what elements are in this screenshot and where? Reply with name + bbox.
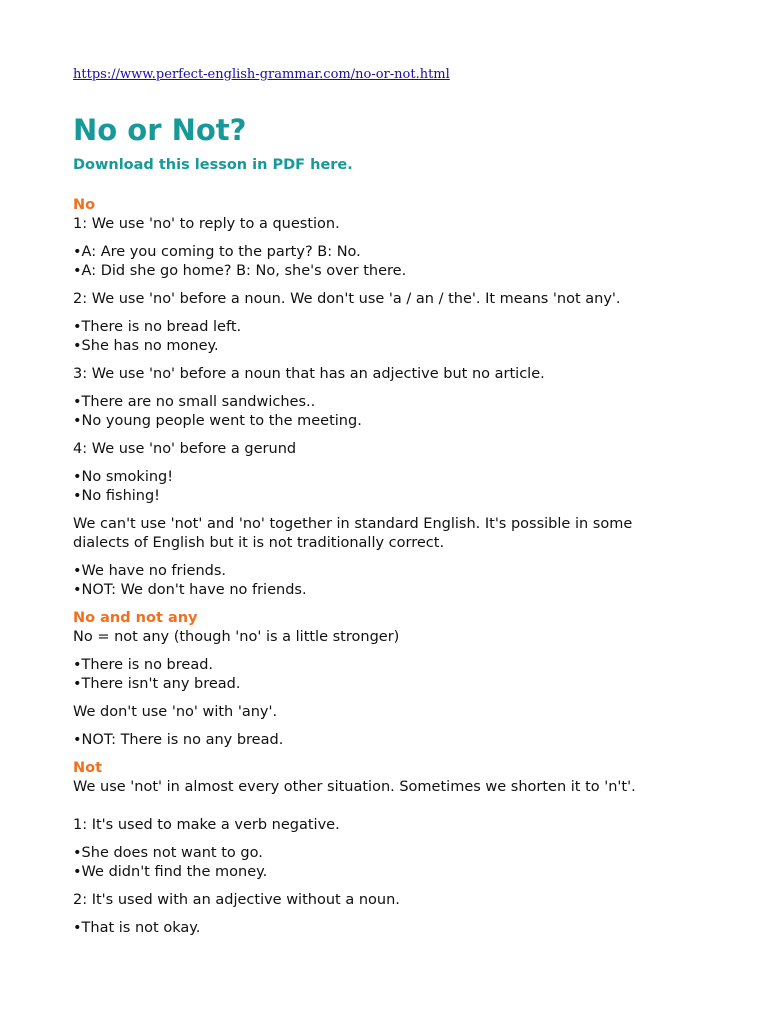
rule-text: No = not any (though 'no' is a little stronger) (73, 629, 400, 645)
example-line: •No smoking! (73, 469, 174, 485)
page-title: No or Not? (73, 113, 247, 147)
example-line: •She does not want to go. (73, 845, 263, 861)
rule-text: 4: We use 'no' before a gerund (73, 441, 297, 457)
intro-text: We use 'not' in almost every other situation. Sometimes we shorten it to 'n't'. (73, 779, 636, 795)
section-heading-no-and-not-any: No and not any (73, 610, 198, 626)
example-line: •We didn't find the money. (73, 864, 268, 880)
note-text: We don't use 'no' with 'any'. (73, 704, 278, 720)
download-pdf-link[interactable]: Download this lesson in PDF here. (73, 157, 353, 173)
example-line: •That is not okay. (73, 920, 201, 936)
example-line: •No fishing! (73, 488, 160, 504)
example-line: •We have no friends. (73, 563, 227, 579)
example-line: •No young people went to the meeting. (73, 413, 362, 429)
example-line: •A: Are you coming to the party? B: No. (73, 244, 361, 260)
example-line: •She has no money. (73, 338, 219, 354)
example-line: •There are no small sandwiches.. (73, 394, 316, 410)
section-heading-no: No (73, 197, 96, 213)
example-line: •There is no bread. (73, 657, 214, 673)
rule-text: 2: We use 'no' before a noun. We don't use 'a / an / the'. It means 'not any'. (73, 291, 621, 307)
source-url-link[interactable]: https://www.perfect-english-grammar.com/no-or-not.html (73, 67, 450, 82)
note-text: We can't use 'not' and 'no' together in standard English. It's possible in some dialects of English but it is not traditionally correct. (73, 516, 633, 551)
example-line: •There isn't any bread. (73, 676, 241, 692)
example-line: •There is no bread left. (73, 319, 242, 335)
lesson-body (73, 196, 693, 947)
example-line: •A: Did she go home? B: No, she's over there. (73, 263, 407, 279)
example-line: •NOT: We don't have no friends. (73, 582, 307, 598)
rule-text: 1: It's used to make a verb negative. (73, 817, 340, 833)
rule-text: 1: We use 'no' to reply to a question. (73, 216, 340, 232)
rule-text: 3: We use 'no' before a noun that has an adjective but no article. (73, 366, 545, 382)
rule-text: 2: It's used with an adjective without a noun. (73, 892, 400, 908)
section-heading-not: Not (73, 760, 103, 776)
example-line: •NOT: There is no any bread. (73, 732, 284, 748)
